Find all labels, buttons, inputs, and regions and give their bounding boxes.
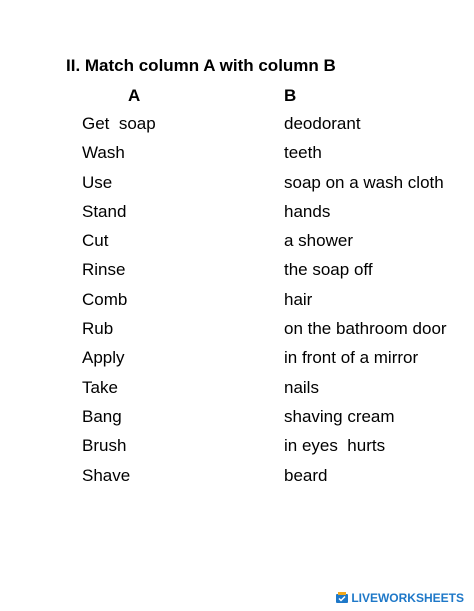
- column-a-item: Wash: [82, 143, 125, 163]
- match-row: [0, 173, 474, 202]
- column-a-item: Brush: [82, 436, 127, 456]
- column-b-item: on the bathroom door: [284, 319, 447, 339]
- column-a-item: Cut: [82, 231, 109, 251]
- column-b-item: teeth: [284, 143, 322, 163]
- match-row: [0, 202, 474, 231]
- column-b-item: hair: [284, 289, 313, 309]
- column-a-item: Take: [82, 377, 118, 397]
- match-row: [0, 319, 474, 348]
- match-row: [0, 407, 474, 436]
- liveworksheets-logo-icon: [335, 591, 349, 605]
- column-b-item: a shower: [284, 231, 353, 251]
- column-b-item: hands: [284, 201, 331, 221]
- column-b-item: shaving cream: [284, 406, 395, 426]
- column-a-item: Rinse: [82, 260, 126, 280]
- match-row: [0, 143, 474, 172]
- column-b-item: in front of a mirror: [284, 348, 419, 368]
- match-row: [0, 348, 474, 377]
- match-row: [0, 114, 474, 143]
- match-row: [0, 231, 474, 260]
- liveworksheets-watermark[interactable]: [335, 591, 464, 605]
- column-a-item: Apply: [82, 348, 125, 368]
- watermark-text: LIVEWORKSHEETS: [351, 591, 464, 605]
- column-b-item: beard: [284, 465, 328, 485]
- column-b-item: soap on a wash cloth: [284, 172, 444, 192]
- worksheet-title: II. Match column A with column B: [66, 56, 336, 75]
- column-b-header: B: [284, 86, 297, 105]
- match-row: [0, 290, 474, 319]
- column-b-item: deodorant: [284, 114, 361, 133]
- column-a-header: A: [128, 86, 141, 105]
- match-row: [0, 466, 474, 495]
- column-a-item: Rub: [82, 319, 114, 339]
- column-a-item: Stand: [82, 201, 127, 221]
- match-row: [0, 260, 474, 289]
- column-b-item: nails: [284, 377, 319, 397]
- column-a-item: Bang: [82, 406, 122, 426]
- column-b-item: the soap off: [284, 260, 373, 280]
- match-row: [0, 436, 474, 465]
- match-row: [0, 378, 474, 407]
- column-a-item: Shave: [82, 465, 131, 485]
- column-a-item: Comb: [82, 289, 128, 309]
- match-rows: [0, 114, 474, 495]
- column-a-item: Use: [82, 172, 113, 192]
- column-a-item: Get soap: [82, 114, 156, 133]
- column-b-item: in eyes hurts: [284, 436, 386, 456]
